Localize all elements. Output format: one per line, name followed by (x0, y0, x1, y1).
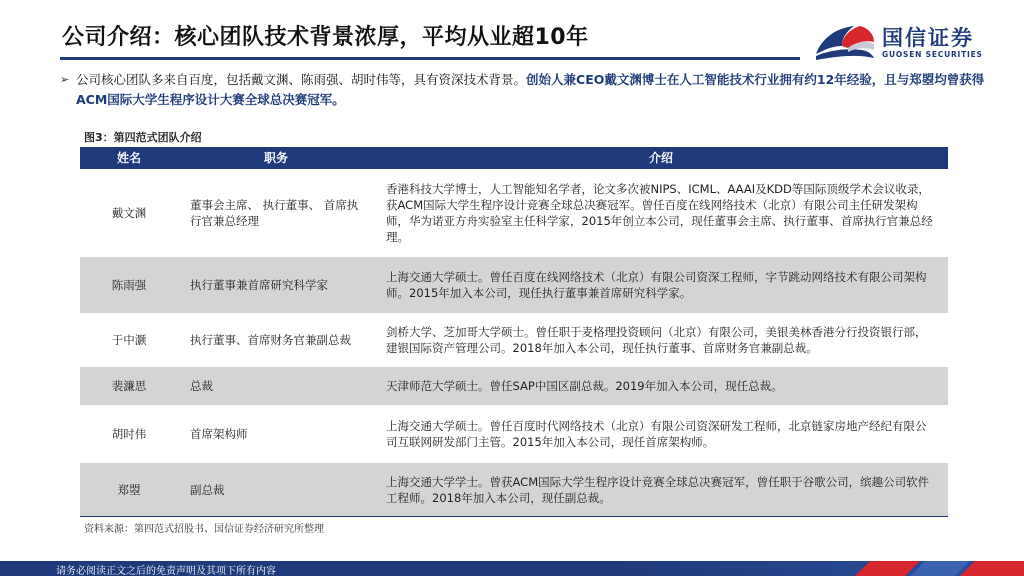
cell-role: 首席架构师 (190, 427, 248, 441)
figure-title: 图3：第四范式团队介绍 (84, 131, 202, 144)
company-logo (812, 20, 992, 64)
cell-intro: 天津师范大学硕士。曾任SAP中国区副总裁。2019年加入本公司，现任总裁。 (374, 367, 948, 405)
footer-disclaimer: 请务必阅读正文之后的免责声明及其项下所有内容 (56, 566, 276, 577)
cell-intro: 剑桥大学、芝加哥大学硕士。曾任职于麦格理投资顾问（北京）有限公司，美银美林香港分行投资银行部，建银国际资产管理公司。2018年加入本公司，现任执行董事、首席财务官兼副总裁。 (386, 325, 927, 355)
intro-paragraph (60, 70, 986, 110)
table-row (80, 367, 948, 405)
cell-name: 戴文渊 (111, 206, 147, 220)
cell-role: 副总裁 (178, 463, 374, 517)
cell-name: 郑曌 (80, 463, 178, 517)
logo-subtext: GUOSEN SECURITIES (882, 50, 983, 59)
cell-name: 于中灏 (111, 333, 147, 347)
logo-text: 国信证券 (882, 26, 974, 50)
table-row (80, 405, 948, 463)
cell-intro: 上海交通大学学士。曾获ACM国际大学生程序设计竞赛全球总决赛冠军，曾任职于谷歌公司，缤趣公司软件工程师。2018年加入本公司，现任副总裁。 (374, 463, 948, 517)
column-header-intro: 介绍 (374, 147, 948, 169)
logo-mark-icon (812, 20, 878, 64)
cell-role: 董事会主席、 执行董事、 首席执行官兼总经理 (190, 198, 359, 228)
cell-role: 执行董事兼首席研究科学家 (178, 257, 374, 313)
table-header-row (80, 147, 948, 169)
page-title: 公司介绍：核心团队技术背景浓厚，平均从业超10年 (62, 25, 589, 50)
cell-name: 裴濂思 (80, 367, 178, 405)
cell-name: 胡时伟 (111, 427, 147, 441)
table-row (80, 463, 948, 517)
source-note: 资料来源：第四范式招股书、国信证券经济研究所整理 (84, 524, 324, 535)
column-header-role: 职务 (178, 147, 374, 169)
cell-intro: 香港科技大学博士，人工智能知名学者，论文多次被NIPS、ICML、AAAI及KDD等国际顶级学术会议收录，获ACM国际大学生程序设计竞赛全球总决赛冠军。曾任百度在线网络技术（北京）有限公司主任研发架构师，华为诺亚方舟实验室主任科学家，2015年创立本公司，现任董事会主席、执行董事、首席执行官兼总经理。 (386, 182, 933, 244)
intro-highlight-text: 创始人兼CEO戴文渊博士在人工智能技术行业拥有约12年经验，且与郑曌均曾获得ACM国际大学生程序设计大赛全球总决赛冠军。 (76, 72, 985, 107)
table-row (80, 169, 948, 257)
table-bottom-rule (80, 516, 948, 517)
bullet-arrow-icon: ➢ (60, 73, 70, 86)
cell-role: 执行董事、首席财务官兼副总裁 (190, 333, 351, 347)
cell-intro: 上海交通大学硕士。曾任百度在线网络技术（北京）有限公司资深工程师，字节跳动网络技术有限公司架构师。2015年加入本公司，现任执行董事兼首席研究科学家。 (374, 257, 948, 313)
team-table (80, 147, 948, 517)
table-row (80, 257, 948, 313)
column-header-name: 姓名 (80, 147, 178, 169)
footer-stripes (720, 561, 1024, 576)
cell-role: 总裁 (178, 367, 374, 405)
table-row (80, 313, 948, 367)
cell-intro: 上海交通大学硕士。曾任百度时代网络技术（北京）有限公司资深研发工程师，北京链家房地产经纪有限公司互联网研发部门主管。2015年加入本公司，现任首席架构师。 (386, 419, 927, 449)
intro-normal-text: 公司核心团队多来自百度，包括戴文渊、陈雨强、胡时伟等，具有资深技术背景。 (76, 72, 527, 87)
title-rule (60, 57, 800, 60)
cell-name: 陈雨强 (80, 257, 178, 313)
